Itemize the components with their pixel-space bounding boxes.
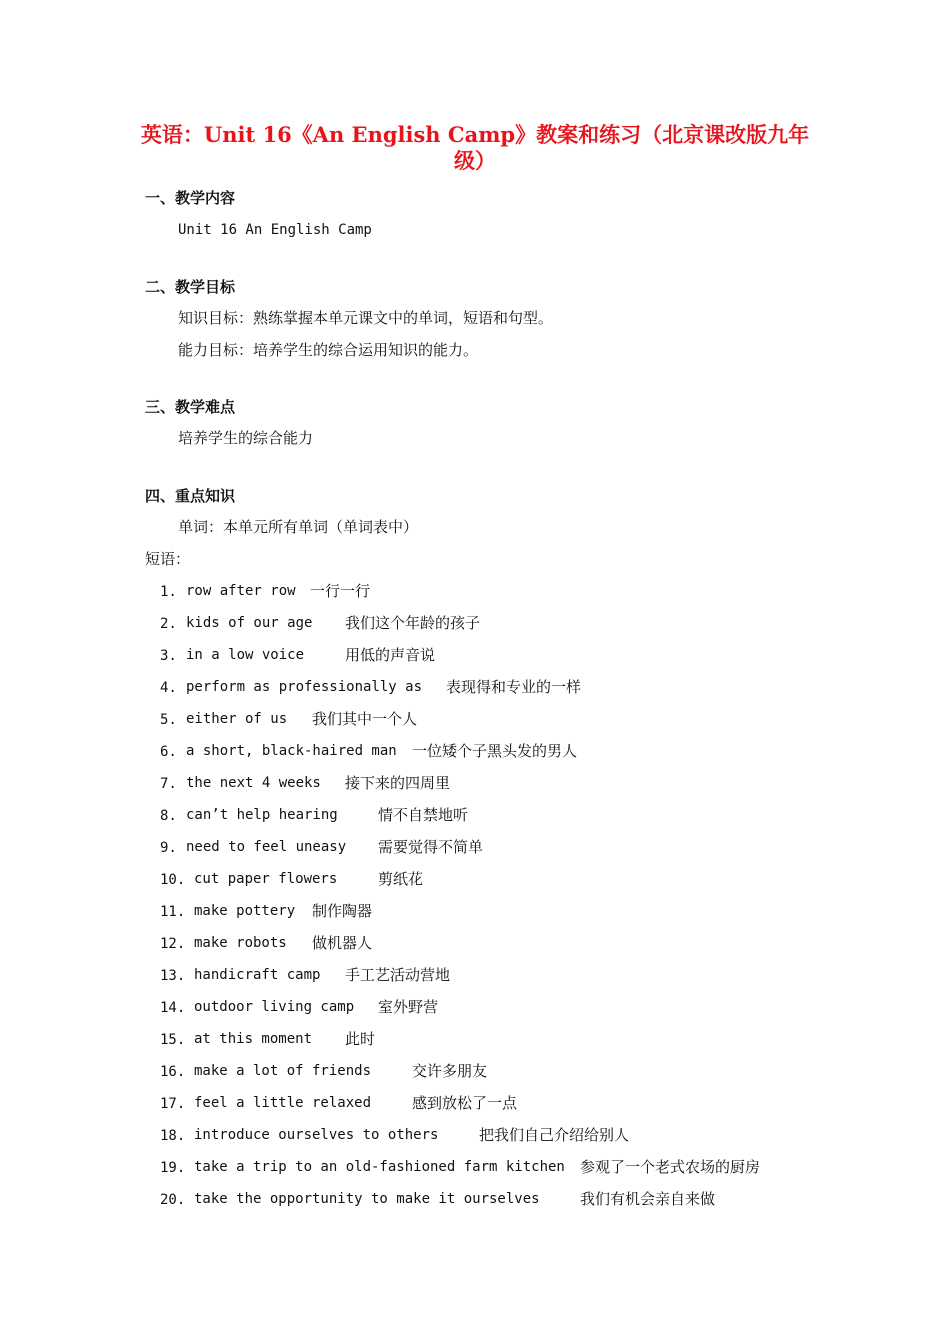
phrase-english: at this moment [194,1031,313,1047]
phrase-item [160,1061,488,1082]
phrase-number: 2. [160,616,177,632]
phrase-item [160,773,451,794]
phrase-chinese: 参观了一个老式农场的厨房 [580,1158,761,1176]
phrase-chinese: 我们其中一个人 [312,710,418,728]
phrase-item [160,741,578,762]
phrase-number: 7. [160,776,177,792]
phrase-item [160,613,481,634]
phrase-chinese: 我们有机会亲自来做 [580,1190,716,1208]
phrase-chinese: 做机器人 [312,934,373,952]
phrase-english: kids of our age [186,615,313,631]
document-title: 英语：Unit 16《An English Camp》教案和练习（北京课改版九年级） [140,122,810,173]
phrase-english: perform as professionally as [186,679,423,695]
phrase-number: 8. [160,808,177,824]
phrase-item [160,997,439,1018]
phrase-english: introduce ourselves to others [194,1127,439,1143]
phrase-chinese: 感到放松了一点 [412,1094,518,1112]
section-heading-difficulty: 三、教学难点 [145,398,236,416]
phrase-english: make pottery [194,903,296,919]
phrase-number: 1. [160,584,177,600]
phrase-item [160,1125,630,1146]
phrase-chinese: 制作陶器 [312,902,373,920]
phrases-label: 短语： [145,550,191,568]
phrase-chinese: 把我们自己介绍给别人 [479,1126,630,1144]
phrase-english: cut paper flowers [194,871,338,887]
phrase-item [160,837,484,858]
phrase-chinese: 此时 [345,1030,376,1048]
phrase-chinese: 用低的声音说 [345,646,436,664]
section-heading-objectives: 二、教学目标 [145,278,236,296]
phrase-number: 6. [160,744,177,760]
phrase-chinese: 情不自禁地听 [378,806,469,824]
phrase-item [160,1029,376,1050]
phrase-number: 20. [160,1192,186,1208]
phrase-item [160,709,418,730]
phrase-item [160,901,373,922]
phrase-item [160,581,371,602]
phrase-english: take a trip to an old-fashioned farm kitchen [194,1159,565,1175]
phrase-item [160,933,373,954]
phrase-chinese: 我们这个年龄的孩子 [345,614,481,632]
phrase-chinese: 剪纸花 [378,870,424,888]
phrase-number: 17. [160,1096,186,1112]
phrase-chinese: 一行一行 [310,582,371,600]
phrase-english: in a low voice [186,647,305,663]
phrase-chinese: 交许多朋友 [412,1062,488,1080]
phrase-english: feel a little relaxed [194,1095,372,1111]
phrase-chinese: 室外野营 [378,998,439,1016]
phrase-chinese: 接下来的四周里 [345,774,451,792]
phrase-english: make robots [194,935,287,951]
phrase-item [160,869,424,890]
phrase-item [160,1093,518,1114]
section-heading-key-knowledge: 四、重点知识 [145,487,236,505]
phrase-number: 3. [160,648,177,664]
phrase-item [160,1157,761,1178]
phrase-chinese: 表现得和专业的一样 [446,678,582,696]
phrase-english: handicraft camp [194,967,321,983]
phrase-number: 12. [160,936,186,952]
phrase-number: 5. [160,712,177,728]
phrase-english: need to feel uneasy [186,839,347,855]
knowledge-objective: 知识目标：熟练掌握本单元课文中的单词，短语和句型。 [178,309,554,327]
phrase-chinese: 需要觉得不简单 [378,838,484,856]
phrase-english: take the opportunity to make it ourselves [194,1191,540,1207]
phrase-item [160,805,469,826]
phrase-item [160,965,451,986]
phrase-number: 16. [160,1064,186,1080]
phrase-english: make a lot of friends [194,1063,372,1079]
phrase-chinese: 一位矮个子黑头发的男人 [412,742,578,760]
phrase-item [160,1189,716,1210]
difficulty-text: 培养学生的综合能力 [178,429,314,447]
phrase-item [160,645,436,666]
phrase-chinese: 手工艺活动营地 [345,966,451,984]
phrase-english: row after row [186,583,296,599]
phrase-english: either of us [186,711,288,727]
words-line: 单词：本单元所有单词（单词表中） [178,518,419,536]
phrase-number: 18. [160,1128,186,1144]
phrase-english: the next 4 weeks [186,775,321,791]
phrase-english: a short, black-haired man [186,743,397,759]
ability-objective: 能力目标：培养学生的综合运用知识的能力。 [178,341,479,359]
phrase-number: 4. [160,680,177,696]
phrase-number: 14. [160,1000,186,1016]
phrase-number: 13. [160,968,186,984]
phrase-english: can’t help hearing [186,807,338,823]
section-content-text: Unit 16 An English Camp [178,222,372,238]
section-heading-content: 一、教学内容 [145,189,236,207]
phrase-number: 9. [160,840,177,856]
phrase-number: 11. [160,904,186,920]
phrase-item [160,677,582,698]
phrase-number: 15. [160,1032,186,1048]
phrase-number: 10. [160,872,186,888]
phrase-english: outdoor living camp [194,999,355,1015]
phrase-number: 19. [160,1160,186,1176]
